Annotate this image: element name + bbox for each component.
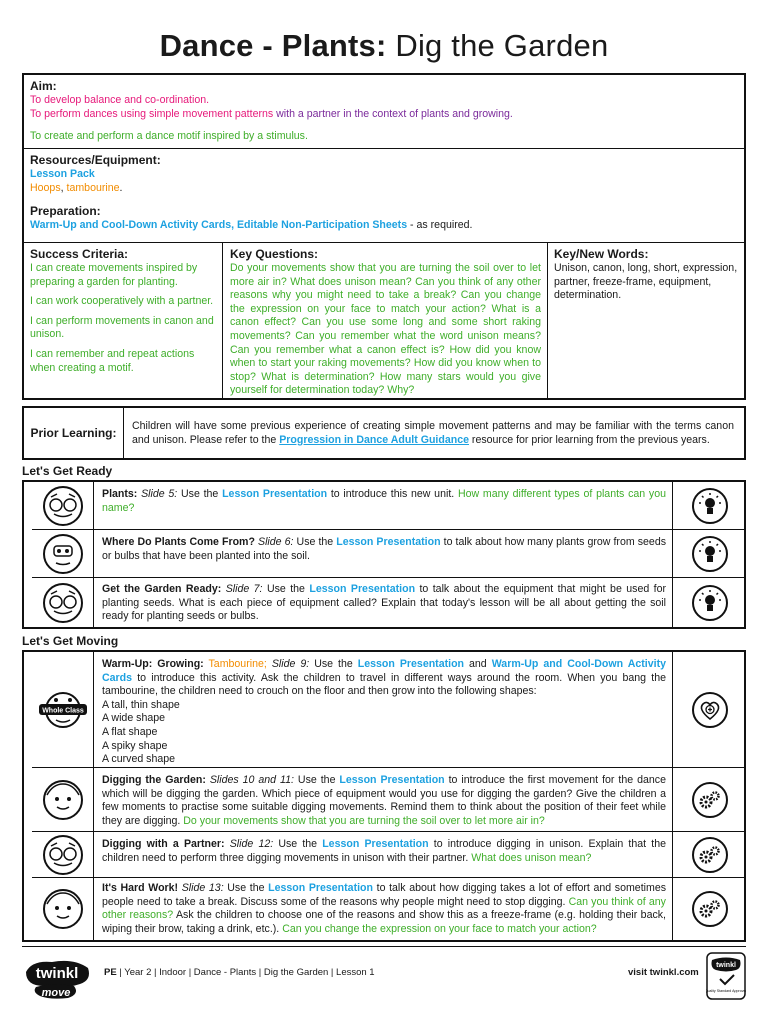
ready-row-text: Use the — [262, 583, 310, 595]
words-text: Unison, canon, long, short, expression, partner, freeze-frame, equipment, determination. — [554, 262, 738, 302]
aim-line-1: To develop balance and co-ordination. — [30, 94, 210, 106]
logo-top-text: twinkl — [35, 965, 79, 982]
warmup-text: and — [464, 658, 492, 670]
ready-row-text: to introduce this new unit. — [327, 488, 458, 500]
warmup-text: Use the — [309, 658, 358, 670]
preparation-heading: Preparation: — [30, 204, 101, 219]
tambourine-item: tambourine — [66, 181, 120, 194]
footer-subject: PE — [104, 967, 117, 978]
footer-visit-link[interactable]: visit twinkl.com — [628, 967, 699, 978]
ready-row-title: Get the Garden Ready: — [102, 583, 222, 595]
face-smile-icon — [32, 768, 94, 831]
success-item: I can create movements inspired by preparing a garden for planting. — [30, 262, 198, 288]
shape-item: A curved shape — [102, 753, 176, 766]
ready-row-slide: Slide 6: — [258, 536, 294, 548]
ready-row-slide: Slide 5: — [141, 488, 178, 500]
moving-row-text: to talk about how digging takes a lot of effort and sometimes people need to take a break. Discuss some of the reasons why people might need to stop digging. — [102, 882, 667, 908]
ready-row-slide: Slide 7: — [225, 583, 263, 595]
progression-guidance-link[interactable]: Progression in Dance Adult Guidance — [279, 433, 469, 446]
prior-text-1: Children will have some previous experience of creating simple movement patterns and may be familiar with the terms canon and unison. Please refer to the — [132, 420, 734, 446]
moving-row-text: Ask the children to choose one of the reasons and show this as a freeze-frame (e.g. holding their back, wiping their brow, taking a drink, etc.). — [102, 909, 667, 935]
shape-item: A flat shape — [102, 725, 158, 738]
moving-row-text: Use the — [293, 774, 340, 786]
words-heading: Key/New Words: — [554, 247, 649, 261]
moving-row-slide: Slide 13: — [181, 882, 224, 894]
warmup-tambourine: Tambourine; — [208, 658, 267, 670]
shape-item: A spiky shape — [102, 739, 168, 752]
questions-text: Do your movements show that you are turning the soil over to let more air in? What does unison mean? Can you think of any other reasons why you might need to take a break? Can you change the expression on your face to match your action? What is a canon effect? Can you use some long and some short raking movements? Can you remember what the word unison means? Can you remember what a canon effect is? How did you know when to start your raking movements? How did you know when to stop? What is determination? How many stars would you give yourself for determination today? Why? — [230, 262, 541, 397]
success-item: I can perform movements in canon and unison. — [30, 314, 214, 341]
lesson-presentation-link[interactable]: Lesson Presentation — [268, 882, 373, 894]
gears-icon — [672, 768, 746, 831]
ready-row-text: to talk about the equipment that might be used for planting seeds. What is each piece of equipment called? Explain that today's lesson will be all about getting the soil ready for planting seeds or bulbs. — [102, 583, 667, 623]
face-think-icon — [32, 530, 94, 577]
ready-row — [32, 530, 746, 578]
ready-row-text: to talk about how many plants grow from seeds or bulbs that have been planted into the soil. — [102, 536, 667, 562]
hoops-item: Hoops — [30, 181, 61, 194]
gears-icon — [672, 832, 746, 877]
aim-line-3: To create and perform a dance motif inspired by a stimulus. — [30, 130, 308, 143]
moving-row — [32, 768, 746, 832]
warmup-text: to introduce this activity. Ask the children to travel in different ways around the room. When you bang the tambourine, the children need to crouch on the floor and then grow into the following shapes: — [102, 671, 666, 698]
resources-separator: , — [60, 181, 67, 194]
title-bold: Dance - Plants: — [159, 28, 387, 63]
footer-divider — [22, 946, 746, 947]
lesson-presentation-link[interactable]: Lesson Presentation — [357, 658, 465, 670]
moving-row-slide: Slide 12: — [229, 838, 274, 850]
preparation-rest: - as required. — [407, 219, 473, 232]
lightbulb-icon — [672, 578, 746, 628]
quality-badge — [706, 952, 746, 1000]
logo-bottom-text: move — [41, 987, 71, 999]
shape-item: A wide shape — [102, 712, 166, 725]
moving-row — [32, 878, 746, 940]
moving-row-question: What does unison mean? — [471, 851, 592, 864]
title-rest: Dig the Garden — [395, 28, 609, 63]
lightbulb-icon — [672, 482, 746, 529]
lesson-presentation-link[interactable]: Lesson Presentation — [309, 583, 416, 595]
face-smile-icon — [32, 878, 94, 940]
lesson-presentation-link[interactable]: Lesson Presentation — [336, 536, 441, 548]
warmup-slide: Slide 9: — [271, 658, 310, 670]
warmup-title: Warm-Up: Growing: — [102, 658, 204, 670]
success-item: I can remember and repeat actions when creating a motif. — [30, 347, 195, 374]
success-item: I can work cooperatively with a partner. — [30, 295, 214, 308]
twinkl-move-logo[interactable] — [22, 954, 92, 1000]
badge-bottom-text: Quality Standard Approved — [706, 989, 746, 993]
resources-dot: . — [119, 181, 123, 194]
moving-section-label: Let's Get Moving — [22, 634, 119, 648]
moving-row-text: Use the — [273, 838, 323, 850]
questions-heading: Key Questions: — [230, 247, 319, 261]
shape-item: A tall, thin shape — [102, 698, 180, 711]
heart-plus-icon — [672, 652, 746, 767]
moving-row-text: to introduce digging in unison. Explain that the children need to perform three digging movements in unison with their partner. — [102, 838, 666, 864]
lightbulb-icon — [672, 530, 746, 577]
success-heading: Success Criteria: — [30, 247, 129, 261]
badge-top-text: twinkl — [716, 962, 736, 969]
lesson-presentation-link[interactable]: Lesson Presentation — [222, 488, 328, 500]
ready-row — [32, 482, 746, 530]
moving-row — [32, 652, 746, 768]
resources-heading: Resources/Equipment: — [30, 153, 161, 167]
prior-text-2: resource for prior learning from the previous years. — [468, 433, 710, 446]
prior-learning-label: Prior Learning: — [30, 425, 117, 440]
moving-row — [32, 832, 746, 878]
preparation-link[interactable]: Warm-Up and Cool-Down Activity Cards, Editable Non-Participation Sheets — [30, 219, 408, 232]
prior-learning-box — [22, 406, 746, 460]
ready-row-text: Use the — [177, 488, 223, 500]
ready-row-question: How many different types of plants can you name? — [102, 488, 667, 514]
moving-row-question: Can you think of any other reasons? — [102, 895, 666, 922]
gears-icon — [672, 878, 746, 940]
whole-class-badge-text: Whole Class — [41, 707, 84, 714]
face-group-icon — [32, 482, 94, 529]
moving-row-title: Digging the Garden: — [102, 774, 206, 786]
moving-row-question: Do your movements show that you are turning the soil over to let more air in? — [183, 814, 545, 827]
whole-class-badge-icon — [32, 652, 94, 767]
ready-row — [32, 578, 746, 628]
face-group-icon — [32, 578, 94, 628]
lesson-pack-link[interactable]: Lesson Pack — [30, 168, 95, 180]
warmup-cards-link[interactable]: Warm-Up and Cool-Down Activity Cards — [102, 658, 666, 684]
face-group-icon — [32, 832, 94, 877]
ready-row-title: Plants: — [102, 488, 138, 500]
moving-row-text: Use the — [223, 882, 269, 894]
plan-header-box — [22, 73, 746, 400]
aim-heading: Aim: — [30, 79, 57, 93]
moving-row-slide: Slides 10 and 11: — [209, 774, 294, 786]
page-title — [0, 28, 768, 64]
moving-row-title: It's Hard Work! — [102, 882, 179, 894]
ready-row-title: Where Do Plants Come From? — [102, 536, 255, 548]
moving-row-text: to introduce the first movement for the dance which will be digging the garden. Which piece of equipment would you use for digging the garden? Give the children a few moments to practise some suitable digging movements. Remind them to think about the position of their feet while they are digging. — [102, 774, 666, 827]
ready-section-label: Let's Get Ready — [22, 464, 113, 478]
moving-row-question: Can you change the expression on your face to match your action? — [282, 922, 597, 935]
ready-row-text: Use the — [293, 536, 337, 548]
aim-line-2b: with a partner in the context of plants and growing. — [276, 107, 513, 120]
footer-breadcrumb: | Year 2 | Indoor | Dance - Plants | Dig the Garden | Lesson 1 — [116, 967, 375, 978]
moving-row-title: Digging with a Partner: — [102, 838, 225, 850]
lesson-presentation-link[interactable]: Lesson Presentation — [339, 774, 445, 786]
lesson-presentation-link[interactable]: Lesson Presentation — [322, 838, 429, 850]
aim-line-2a: To perform dances using simple movement patterns — [30, 107, 274, 120]
